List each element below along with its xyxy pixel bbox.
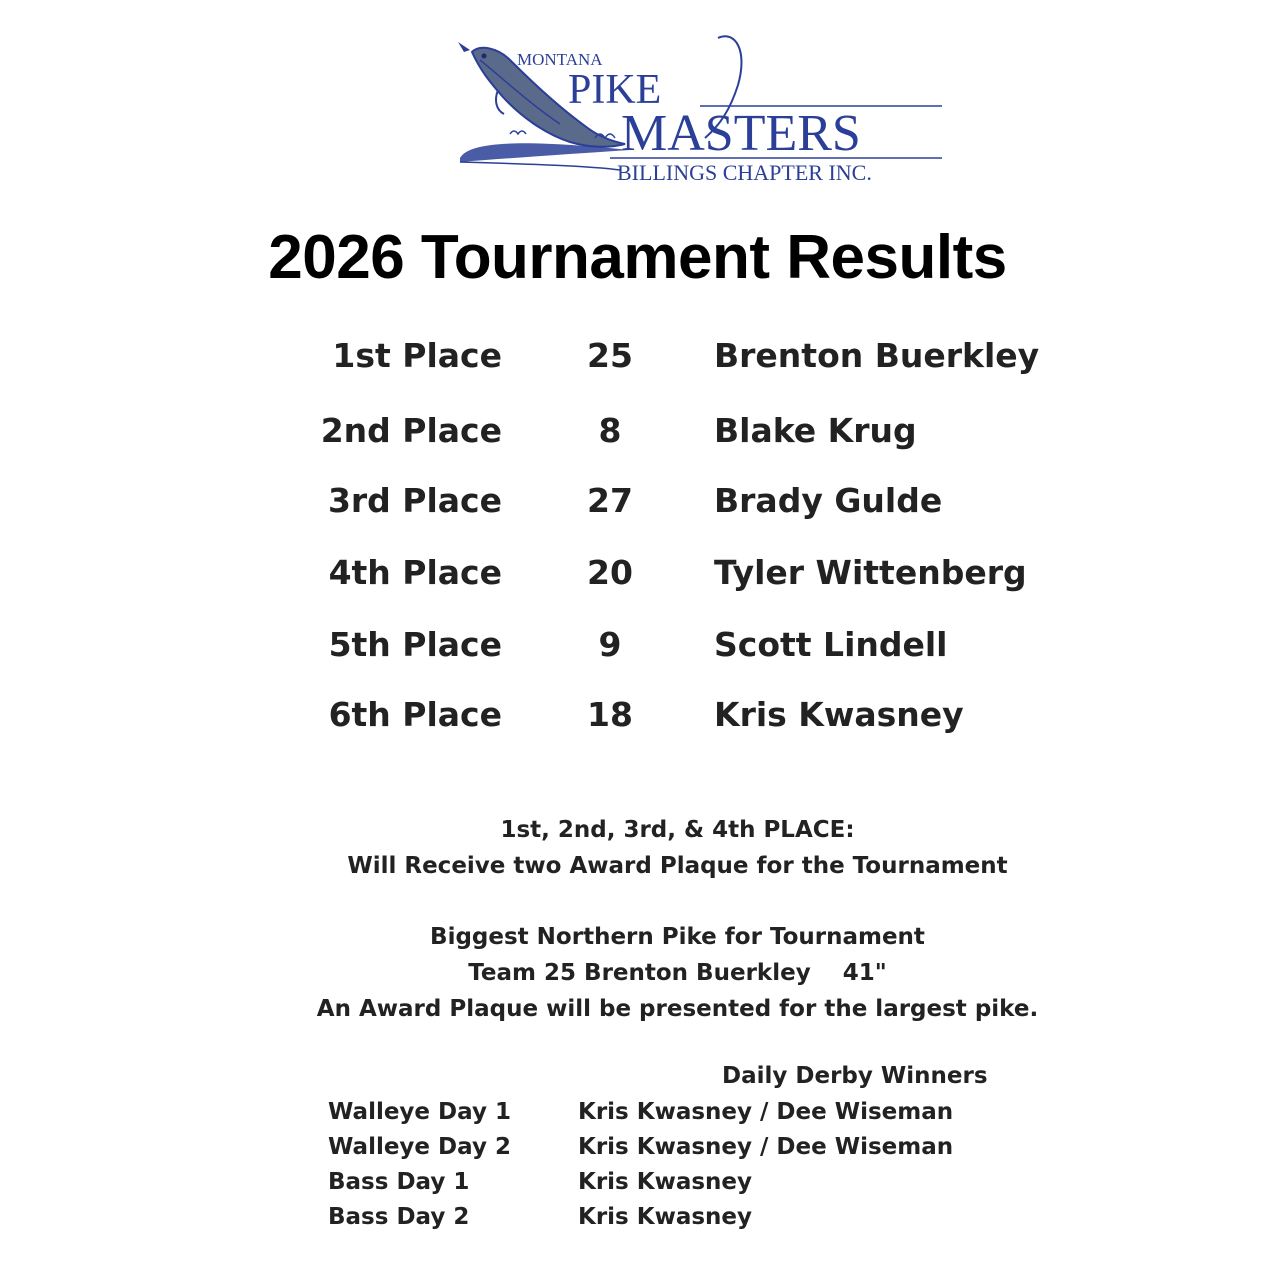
result-row xyxy=(0,336,1275,386)
derby-winner: Kris Kwasney xyxy=(578,1204,752,1230)
derby-category: Walleye Day 2 xyxy=(328,1134,511,1160)
page-title: 2026 Tournament Results xyxy=(268,223,1007,292)
derby-row xyxy=(328,1099,1088,1135)
derby-category: Bass Day 1 xyxy=(328,1169,470,1195)
derby-row xyxy=(328,1134,1088,1170)
result-row xyxy=(0,411,1275,461)
biggest-pike-heading: Biggest Northern Pike for Tournament xyxy=(430,924,925,950)
result-angler-name: Kris Kwasney xyxy=(714,695,964,734)
awards-note-line: Will Receive two Award Plaque for the Tournament xyxy=(347,853,1008,879)
result-team-number: 20 xyxy=(587,553,633,592)
result-team-number: 25 xyxy=(587,336,633,375)
result-team-number: 27 xyxy=(587,481,633,520)
derby-winner: Kris Kwasney / Dee Wiseman xyxy=(578,1134,954,1160)
biggest-pike-winner: Team 25 Brenton Buerkley 41" xyxy=(468,960,887,986)
pike-masters-logo xyxy=(450,30,950,190)
result-row xyxy=(0,553,1275,603)
logo-pike-text: PIKE xyxy=(568,67,662,113)
result-angler-name: Tyler Wittenberg xyxy=(714,553,1027,592)
result-angler-name: Brenton Buerkley xyxy=(714,336,1040,375)
result-place: 5th Place xyxy=(328,625,502,664)
result-place: 1st Place xyxy=(332,336,502,375)
result-team-number: 9 xyxy=(598,625,622,664)
result-place: 4th Place xyxy=(328,553,502,592)
result-row xyxy=(0,625,1275,675)
derby-winner: Kris Kwasney xyxy=(578,1169,752,1195)
result-place: 6th Place xyxy=(328,695,502,734)
result-row xyxy=(0,695,1275,745)
result-team-number: 18 xyxy=(587,695,633,734)
result-team-number: 8 xyxy=(598,411,622,450)
result-row xyxy=(0,481,1275,531)
awards-note xyxy=(0,812,1275,884)
logo-masters-text: MASTERS xyxy=(621,105,861,162)
awards-note-line: 1st, 2nd, 3rd, & 4th PLACE: xyxy=(500,817,855,843)
derby-category: Walleye Day 1 xyxy=(328,1099,511,1125)
result-place: 2nd Place xyxy=(320,411,502,450)
biggest-pike-award: An Award Plaque will be presented for the largest pike. xyxy=(316,996,1039,1022)
result-place: 3rd Place xyxy=(327,481,502,520)
derby-row xyxy=(328,1204,1088,1240)
derby-winner: Kris Kwasney / Dee Wiseman xyxy=(578,1099,954,1125)
biggest-pike-note xyxy=(0,919,1275,1027)
result-angler-name: Brady Gulde xyxy=(714,481,943,520)
logo-montana-text: MONTANA xyxy=(517,50,603,69)
result-angler-name: Scott Lindell xyxy=(714,625,948,664)
derby-category: Bass Day 2 xyxy=(328,1204,470,1230)
derby-row xyxy=(328,1169,1088,1205)
derby-title: Daily Derby Winners xyxy=(722,1063,988,1089)
logo-billings-text: BILLINGS CHAPTER INC. xyxy=(617,160,872,185)
result-angler-name: Blake Krug xyxy=(714,411,917,450)
